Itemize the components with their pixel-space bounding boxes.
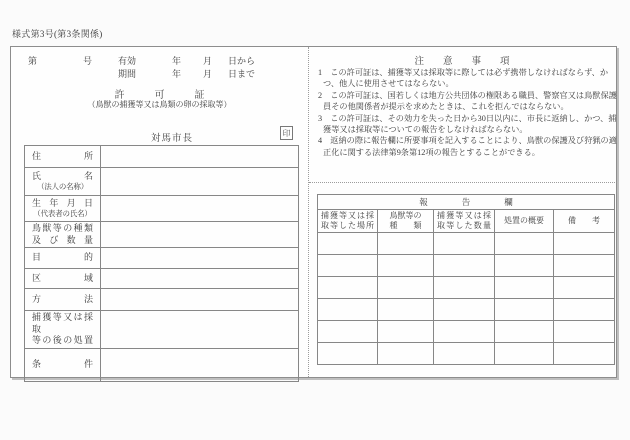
report-col-disposition: 処置の概要 — [495, 210, 554, 233]
field-label-name: 氏名 （法人の名称） — [25, 168, 101, 196]
field-value-disposition — [101, 311, 299, 349]
report-col-species: 鳥獣等の 種 類 — [378, 210, 434, 233]
report-cell — [434, 299, 495, 321]
note-item-line: 1 この許可証は、捕獲等又は採取等に際しては必ず携帯しなければならず、か — [318, 68, 609, 77]
report-cell — [495, 321, 554, 343]
validity-label-top: 有効 — [118, 56, 137, 66]
permit-fields-table — [24, 145, 299, 382]
field-value-conditions — [101, 348, 299, 381]
field-label-species-quantity: 鳥獣等の種類 及び数量 — [25, 222, 101, 248]
report-col-quantity: 捕獲等又は採 取等した数量 — [434, 210, 495, 233]
report-cell — [434, 343, 495, 365]
validity-label-bottom: 期間 — [118, 69, 137, 79]
report-col-remarks: 備 考 — [554, 210, 615, 233]
note-item-line: 正化に関する法律第9条第12項の報告とすることができる。 — [323, 147, 540, 157]
seal-mark: 印 — [280, 126, 293, 140]
report-cell — [495, 343, 554, 365]
note-item-line: 獲等又は採取等についての報告をしなければならない。 — [323, 125, 528, 135]
report-cell — [378, 233, 434, 255]
report-col-place: 捕獲等又は採 取等した場所 — [318, 210, 378, 233]
report-cell — [495, 255, 554, 277]
field-label-conditions: 条件 — [25, 348, 101, 381]
report-cell — [318, 321, 378, 343]
report-cell — [554, 321, 615, 343]
field-label-disposition: 捕獲等又は採取 等の後の処置 — [25, 311, 101, 349]
fold-divider-horizontal — [309, 182, 615, 183]
permit-number-suffix: 号 — [83, 56, 93, 66]
permit-title: 許 可 証 — [114, 90, 205, 101]
report-cell — [318, 343, 378, 365]
fold-divider-vertical — [308, 47, 309, 377]
report-cell — [318, 299, 378, 321]
report-cell — [378, 299, 434, 321]
report-cell — [554, 277, 615, 299]
report-cell — [318, 233, 378, 255]
report-cell — [434, 277, 495, 299]
report-cell — [318, 277, 378, 299]
note-item-line: つ、他人に使用させてはならない。 — [323, 79, 454, 89]
report-cell — [554, 343, 615, 365]
validity-month-from: 月 — [203, 56, 213, 66]
permit-number-prefix: 第 — [28, 56, 38, 66]
report-cell — [495, 233, 554, 255]
report-cell — [378, 255, 434, 277]
report-cell — [378, 343, 434, 365]
notes-list — [318, 67, 618, 158]
permit-subtitle: （鳥獣の捕獲等又は鳥類の卵の採取等） — [87, 100, 232, 109]
report-cell — [378, 321, 434, 343]
validity-day-from: 日から — [228, 56, 256, 66]
note-item-line: 2 この許可証は、国若しくは地方公共団体の権限ある職員、警察官又は鳥獣保護 — [318, 90, 617, 100]
report-cell — [378, 277, 434, 299]
report-cell — [554, 233, 615, 255]
field-label-birthdate: 生年月日 （代表者の氏名） — [25, 196, 101, 222]
report-cell — [318, 255, 378, 277]
validity-year-from: 年 — [172, 56, 182, 66]
note-item-line: 員その他関係者が提示を求めたときは、これを拒んではならない。 — [323, 102, 569, 112]
report-cell — [554, 299, 615, 321]
validity-year-to: 年 — [172, 69, 182, 79]
field-value-birthdate — [101, 196, 299, 222]
report-cell — [434, 255, 495, 277]
permit-sheet — [10, 46, 617, 378]
notes-heading: 注 意 事 項 — [414, 57, 510, 67]
report-table-title: 報 告 欄 — [318, 195, 615, 210]
report-cell — [434, 233, 495, 255]
note-item-line: 4 返納の際に報告欄に所要事項を記入することにより、鳥獣の保護及び狩猟の適 — [318, 136, 617, 146]
note-item-line: 3 この許可証は、その効力を失った日から30日以内に、市長に返納し、かつ、捕 — [318, 113, 617, 123]
validity-day-to: 日まで — [228, 69, 256, 79]
report-cell — [434, 321, 495, 343]
report-cell — [554, 255, 615, 277]
report-cell — [495, 277, 554, 299]
field-value-species-quantity — [101, 222, 299, 248]
field-label-address: 住所 — [25, 146, 101, 168]
field-label-purpose: 目的 — [25, 248, 101, 269]
form-style-label: 様式第3号(第3条関係) — [12, 29, 103, 39]
field-value-address — [101, 146, 299, 168]
field-label-method: 方法 — [25, 289, 101, 311]
issuer-name: 対馬市長 — [150, 134, 193, 144]
field-value-name — [101, 168, 299, 196]
field-value-purpose — [101, 248, 299, 269]
validity-month-to: 月 — [203, 69, 213, 79]
field-value-area — [101, 269, 299, 289]
field-label-area: 区域 — [25, 269, 101, 289]
field-value-method — [101, 289, 299, 311]
report-table — [317, 194, 615, 365]
report-cell — [495, 299, 554, 321]
